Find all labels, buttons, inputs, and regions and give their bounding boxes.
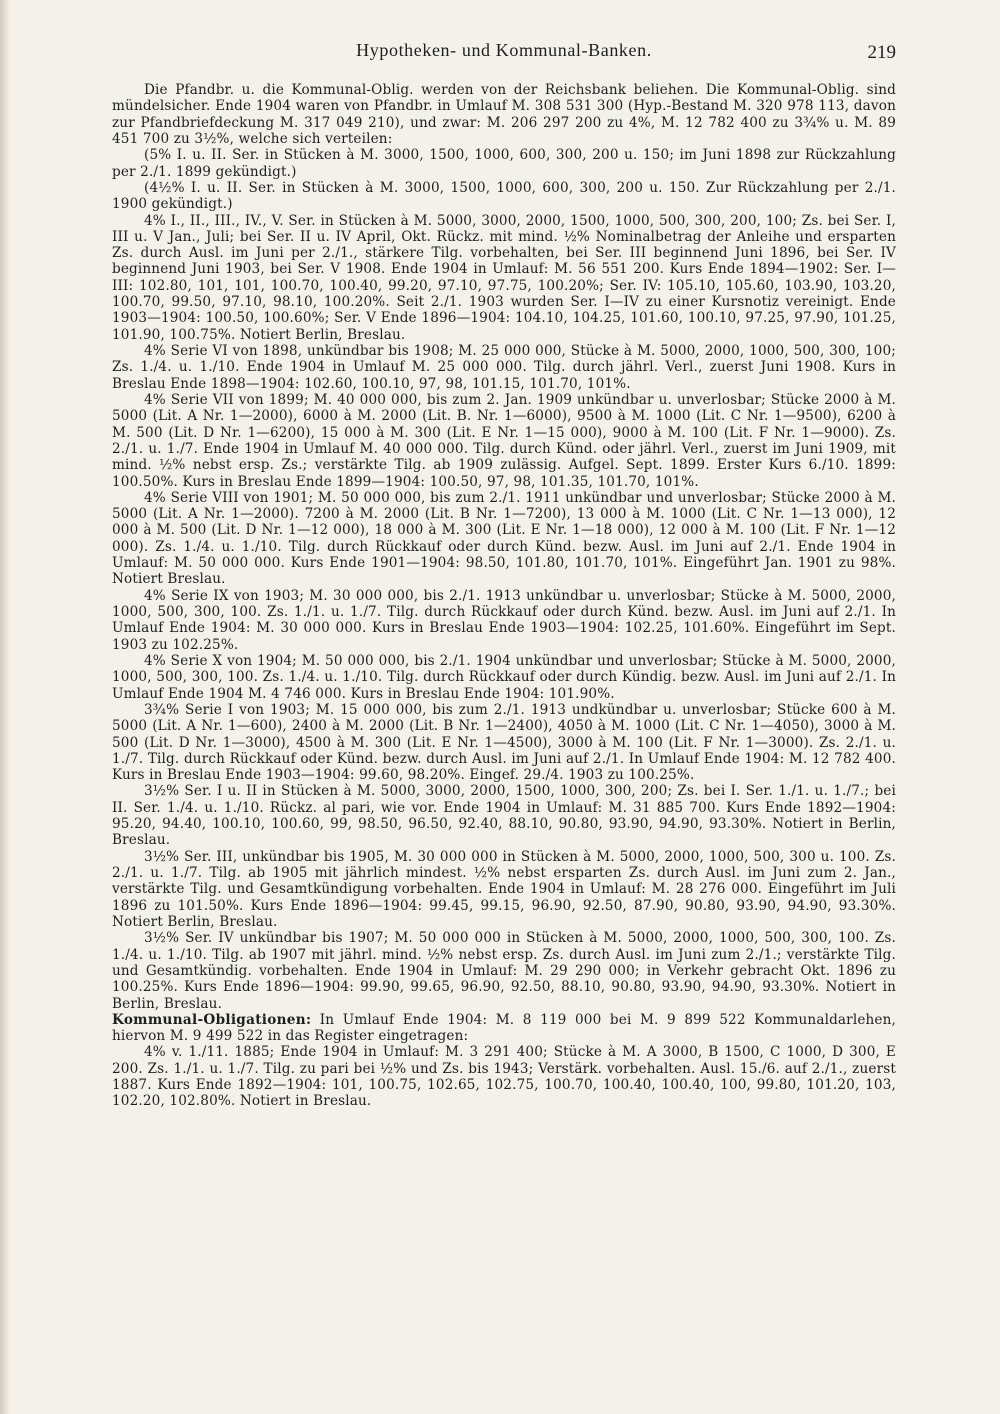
paragraph-4pct-series-ix: 4% Serie IX von 1903; M. 30 000 000, bis 2./1. 1913 unkündbar u. unverlosbar; Stücke à M. 5000, 2000, 1000, 500, 300, 100. Zs. 1./1. u. 1./7. Tilg. durch Rückkauf oder durch Künd. bezw. Ausl. im Juni auf 2./1. In Umlauf Ende 1904: M. 30 000 000. Kurs in Breslau Ende 1903—1904: 102.25, 101.60%. Eingeführt im Sept. 1903 zu 102.25%.	[112, 587, 896, 653]
paragraph-4-5pct-series: (4½% I. u. II. Ser. in Stücken à M. 3000, 1500, 1000, 600, 300, 200 u. 150. Zur Rückzahlung per 2./1. 1900 gekündigt.)	[112, 179, 896, 213]
running-title: Hypotheken- und Kommunal-Banken.	[356, 40, 652, 60]
paragraph-4pct-series-i-v: 4% I., II., III., IV., V. Ser. in Stücken à M. 5000, 3000, 2000, 1500, 1000, 500, 300, 200, 100; Zs. bei Ser. I, III u. V Jan., Juli; bei Ser. II u. IV April, Okt. Rückz. mit mind. ½% Nominalbetrag der Anleihe und ersparten Zs. durch Ausl. im Juni per 2./1., stärkere Tilg. vorbehalten, bei Ser. III beginnend Juni 1896, bei Ser. IV beginnend Juni 1903, bei Ser. V 1908. Ende 1904 in Umlauf: M. 56 551 200. Kurs Ende 1894—1902: Ser. I—III: 102.80, 101, 101, 100.70, 100.40, 99.20, 97.10, 97.75, 100.20%; Ser. IV: 105.10, 105.60, 103.90, 103.20, 100.70, 99.50, 97.10, 98.10, 100.20%. Seit 2./1. 1903 wurden Ser. I—IV zu einer Kursnotiz vereinigt. Ende 1903—1904: 100.50, 100.60%; Ser. V Ende 1896—1904: 104.10, 104.25, 101.60, 100.10, 97.25, 97.90, 101.25, 101.90, 100.75%. Notiert Berlin, Breslau.	[112, 212, 896, 343]
paragraph-kommunal-obligationen	[112, 1012, 896, 1045]
paragraph-pfandbriefe-intro: Die Pfandbr. u. die Kommunal-Oblig. werden von der Reichsbank beliehen. Die Kommunal-Oblig. sind mündelsicher. Ende 1904 waren von Pfandbr. in Umlauf M. 308 531 300 (Hyp.-Bestand M. 320 978 113, davon zur Pfandbriefdeckung M. 317 049 210), und zwar: M. 206 297 200 zu 4%, M. 12 782 400 zu 3¾% u. M. 89 451 700 zu 3½%, welche sich verteilen:	[112, 82, 896, 147]
kommunal-text: In Umlauf Ende 1904: M. 8 119 000 bei M. 9 899 522 Kommunaldarlehen, hiervon M. 9 499 522 in das Register eingetragen:	[112, 1011, 896, 1045]
page-number: 219	[867, 42, 896, 63]
paragraph-3-5pct-series-iii: 3½% Ser. III, unkündbar bis 1905, M. 30 000 000 in Stücken à M. 5000, 2000, 1000, 500, 300 u. 100. Zs. 2./1. u. 1./7. Tilg. ab 1905 mit jährlich mindest. ½% nebst ersparten Zs. durch Ausl. im Juni zum 2. Jan., verstärkte Tilg. und Gesamtkündigung vorbehalten. Ende 1904 in Umlauf: M. 28 276 000. Eingeführt im Juli 1896 zu 101.50%. Kurs Ende 1896—1904: 99.45, 99.15, 96.90, 92.50, 87.90, 90.80, 93.90, 94.90, 93.30%. Notiert Berlin, Breslau.	[112, 848, 896, 930]
paragraph-5pct-series: (5% I. u. II. Ser. in Stücken à M. 3000, 1500, 1000, 600, 300, 200 u. 150; im Juni 1898 zur Rückzahlung per 2./1. 1899 gekündigt.)	[112, 147, 896, 180]
paragraph-kommunal-4pct: 4% v. 1./11. 1885; Ende 1904 in Umlauf: M. 3 291 400; Stücke à M. A 3000, B 1500, C 1000, D 300, E 200. Zs. 1./1. u. 1./7. Tilg. zu pari bei ½% und Zs. bis 1943; Verstärk. vorbehalten. Ausl. 15./6. auf 2./1., zuerst 1887. Kurs Ende 1892—1904: 101, 100.75, 102.65, 102.75, 100.70, 100.40, 100.40, 100, 99.80, 101.20, 103, 102.20, 102.80%. Notiert in Breslau.	[112, 1044, 896, 1110]
paragraph-4pct-series-x: 4% Serie X von 1904; M. 50 000 000, bis 2./1. 1904 unkündbar und unverlosbar; Stücke à M. 5000, 2000, 1000, 500, 300, 100. Zs. 1./4. u. 1./10. Tilg. durch Rückkauf oder durch Kündig. bezw. Ausl. im Juni auf 2./1. In Umlauf Ende 1904 M. 4 746 000. Kurs in Breslau Ende 1904: 101.90%.	[112, 652, 896, 702]
page-header	[112, 36, 896, 70]
scan-edge	[0, 0, 10, 1414]
paragraph-4pct-series-vii: 4% Serie VII von 1899; M. 40 000 000, bis zum 2. Jan. 1909 unkündbar u. unverlosbar; Stücke 2000 à M. 5000 (Lit. A Nr. 1—2000), 6000 à M. 2000 (Lit. B. Nr. 1—6000), 9500 à M. 1000 (Lit. C Nr. 1—9500), 6200 à M. 500 (Lit. D Nr. 1—6200), 15 000 à M. 300 (Lit. E Nr. 1—15 000), 9000 à M. 100 (Lit. F Nr. 1—9000). Zs. 2./1. u. 1./7. Ende 1904 in Umlauf M. 40 000 000. Tilg. durch Künd. oder jährl. Verl., zuerst im Juni 1909, mit mind. ½% nebst ersp. Zs.; verstärkte Tilg. ab 1909 zulässig. Aufgel. Sept. 1899. Erster Kurs 6./10. 1899: 100.50%. Kurs in Breslau Ende 1899—1904: 100.50, 97, 98, 101.35, 101.70, 101%.	[112, 391, 896, 490]
paragraph-4pct-series-vi: 4% Serie VI von 1898, unkündbar bis 1908; M. 25 000 000, Stücke à M. 5000, 2000, 1000, 500, 300, 100; Zs. 1./4. u. 1./10. Ende 1904 in Umlauf M. 25 000 000. Tilg. durch jährl. Verl., zuerst Juni 1908. Kurs in Breslau Ende 1898—1904: 102.60, 100.10, 97, 98, 101.15, 101.70, 101%.	[112, 343, 896, 392]
section-heading-kommunal: Kommunal-Obligationen:	[112, 1011, 312, 1028]
paragraph-3-5pct-series-i-ii: 3½% Ser. I u. II in Stücken à M. 5000, 3000, 2000, 1500, 1000, 300, 200; Zs. bei I. Ser. 1./1. u. 1./7.; bei II. Ser. 1./4. u. 1./10. Rückz. al pari, wie vor. Ende 1904 in Umlauf: M. 31 885 700. Kurs Ende 1892—1904: 95.20, 94.40, 100.10, 100.60, 99, 98.50, 96.50, 92.40, 88.10, 90.80, 93.90, 94.90, 93.30%. Notiert in Berlin, Breslau.	[112, 783, 896, 849]
paragraph-3-5pct-series-iv: 3½% Ser. IV unkündbar bis 1907; M. 50 000 000 in Stücken à M. 5000, 2000, 1000, 500, 300, 100. Zs. 1./4. u. 1./10. Tilg. ab 1907 mit jährl. mind. ½% nebst ersp. Zs. durch Ausl. im Juni zum 2./1.; verstärkte Tilg. und Gesamtkündig. vorbehalten. Ende 1904 in Umlauf: M. 29 290 000; in Verkehr gebracht Okt. 1896 zu 100.25%. Kurs Ende 1896—1904: 99.90, 99.65, 96.90, 92.50, 88.10, 90.80, 93.90, 94.90, 93.30%. Notiert in Berlin, Breslau.	[112, 930, 896, 1012]
paragraph-3-75pct-series-i: 3¾% Serie I von 1903; M. 15 000 000, bis zum 2./1. 1913 undkündbar u. unverlosbar; Stücke 600 à M. 5000 (Lit. A Nr. 1—600), 2400 à M. 2000 (Lit. B Nr. 1—2400), 4050 à M. 1000 (Lit. C Nr. 1—4050), 3000 à M. 500 (Lit. D Nr. 1—3000), 4500 à M. 300 (Lit. E Nr. 1—4500), 3000 à M. 100 (Lit. F Nr. 1—3000). Zs. 2./1. u. 1./7. Tilg. durch Rückkauf oder Künd. bezw. durch Ausl. im Juni auf 2./1. In Umlauf Ende 1904: M. 12 782 400. Kurs in Breslau Ende 1903—1904: 99.60, 98.20%. Eingef. 29./4. 1903 zu 100.25%.	[112, 701, 896, 784]
page	[112, 36, 896, 1110]
page-body	[112, 82, 896, 1110]
paragraph-4pct-series-viii: 4% Serie VIII von 1901; M. 50 000 000, bis zum 2./1. 1911 unkündbar und unverlosbar; Stücke 2000 à M. 5000 (Lit. A Nr. 1—2000). 7200 à M. 2000 (Lit. B Nr. 1—7200), 13 000 à M. 1000 (Lit. C Nr. 1—13 000), 12 000 à M. 500 (Lit. D Nr. 1—12 000), 18 000 à M. 300 (Lit. E Nr. 1—18 000), 12 000 à M. 100 (Lit. F Nr. 1—12 000). Zs. 1./4. u. 1./10. Tilg. durch Rückkauf oder durch Künd. bezw. Ausl. im Juni auf 2./1. Ende 1904 in Umlauf: M. 50 000 000. Kurs Ende 1901—1904: 98.50, 101.80, 101.70, 101%. Eingeführt Jan. 1901 zu 98%. Notiert Breslau.	[112, 489, 896, 588]
